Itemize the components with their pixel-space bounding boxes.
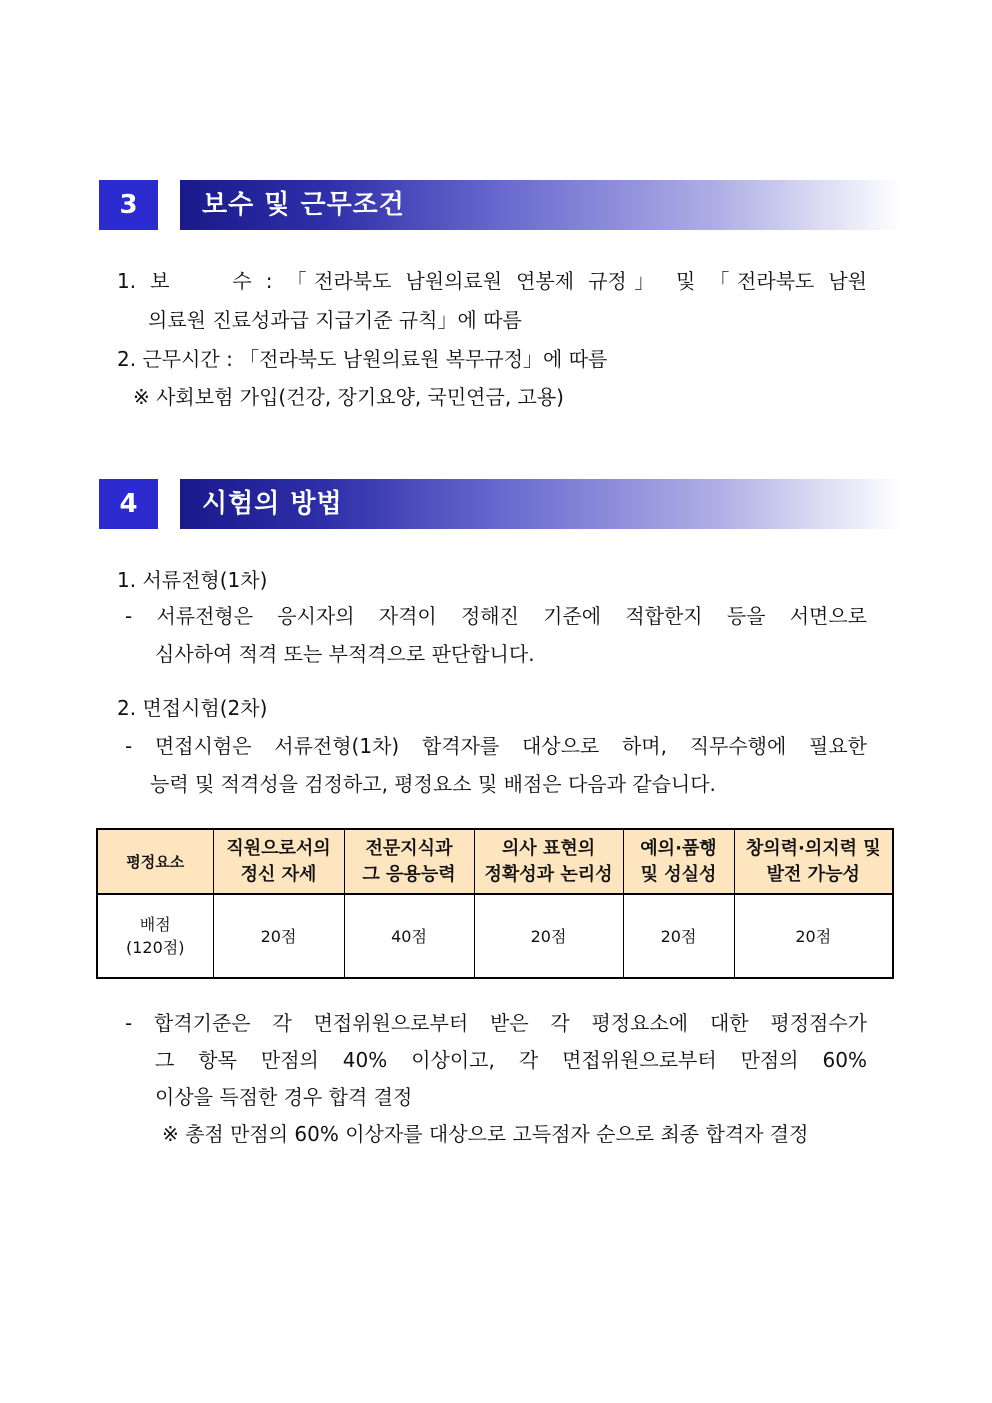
criteria-note: ※ 총점 만점의 60% 이상자를 대상으로 고득점자 순으로 최종 합격자 결정	[162, 1122, 809, 1146]
section-3-header	[99, 180, 902, 230]
header-label: 평정요소	[97, 829, 213, 894]
column-header: 직원으로서의 정신 자세	[213, 829, 344, 894]
table-row	[97, 894, 893, 978]
scoring-table-wrap	[96, 828, 892, 979]
hours-line: 2. 근무시간 : 「전라북도 남원의료원 복무규정」에 따름	[117, 347, 608, 371]
pay-line-2: 의료원 진료성과급 지급기준 규칙」에 따름	[148, 308, 522, 332]
score-cell: 40점	[344, 894, 474, 978]
criteria-line-1: - 합격기준은 각 면접위원으로부터 받은 각 평정요소에 대한 평정점수가	[125, 1011, 867, 1035]
scoring-table	[96, 828, 894, 979]
item2-line-1: - 면접시험은 서류전형(1차) 합격자를 대상으로 하며, 직무수행에 필요한	[125, 734, 867, 758]
section-4-header	[99, 479, 902, 529]
section-title: 보수 및 근무조건	[202, 190, 405, 220]
column-header: 예의·품행 및 성실성	[623, 829, 734, 894]
section-title: 시험의 방법	[202, 489, 343, 519]
insurance-note: ※ 사회보험 가입(건강, 장기요양, 국민연금, 고용)	[133, 385, 564, 409]
item2-heading: 2. 면접시험(2차)	[117, 696, 268, 720]
score-cell: 20점	[734, 894, 893, 978]
criteria-line-2: 그 항목 만점의 40% 이상이고, 각 면접위원으로부터 만점의 60%	[155, 1048, 867, 1072]
column-header: 의사 표현의 정확성과 논리성	[474, 829, 623, 894]
item1-line-1: - 서류전형은 응시자의 자격이 정해진 기준에 적합한지 등을 서면으로	[125, 604, 867, 628]
section-number: 4	[99, 479, 158, 529]
item1-line-2: 심사하여 적격 또는 부적격으로 판단합니다.	[155, 642, 535, 666]
section-number: 3	[99, 180, 158, 230]
pay-line-1: 1. 보 수 : 「전라북도 남원의료원 연봉제 규정」 및 「전라북도 남원	[117, 269, 867, 293]
item2-line-2: 능력 및 적격성을 검정하고, 평정요소 및 배점은 다음과 같습니다.	[150, 772, 716, 796]
section-title-bar	[180, 479, 902, 529]
section-title-bar	[180, 180, 902, 230]
score-cell: 20점	[474, 894, 623, 978]
item1-heading: 1. 서류전형(1차)	[117, 568, 268, 592]
table-header-row	[97, 829, 893, 894]
score-cell: 20점	[213, 894, 344, 978]
row-label: 배점 (120점)	[97, 894, 213, 978]
score-cell: 20점	[623, 894, 734, 978]
column-header: 전문지식과 그 응용능력	[344, 829, 474, 894]
column-header: 창의력·의지력 및 발전 가능성	[734, 829, 893, 894]
criteria-line-3: 이상을 득점한 경우 합격 결정	[155, 1085, 413, 1109]
